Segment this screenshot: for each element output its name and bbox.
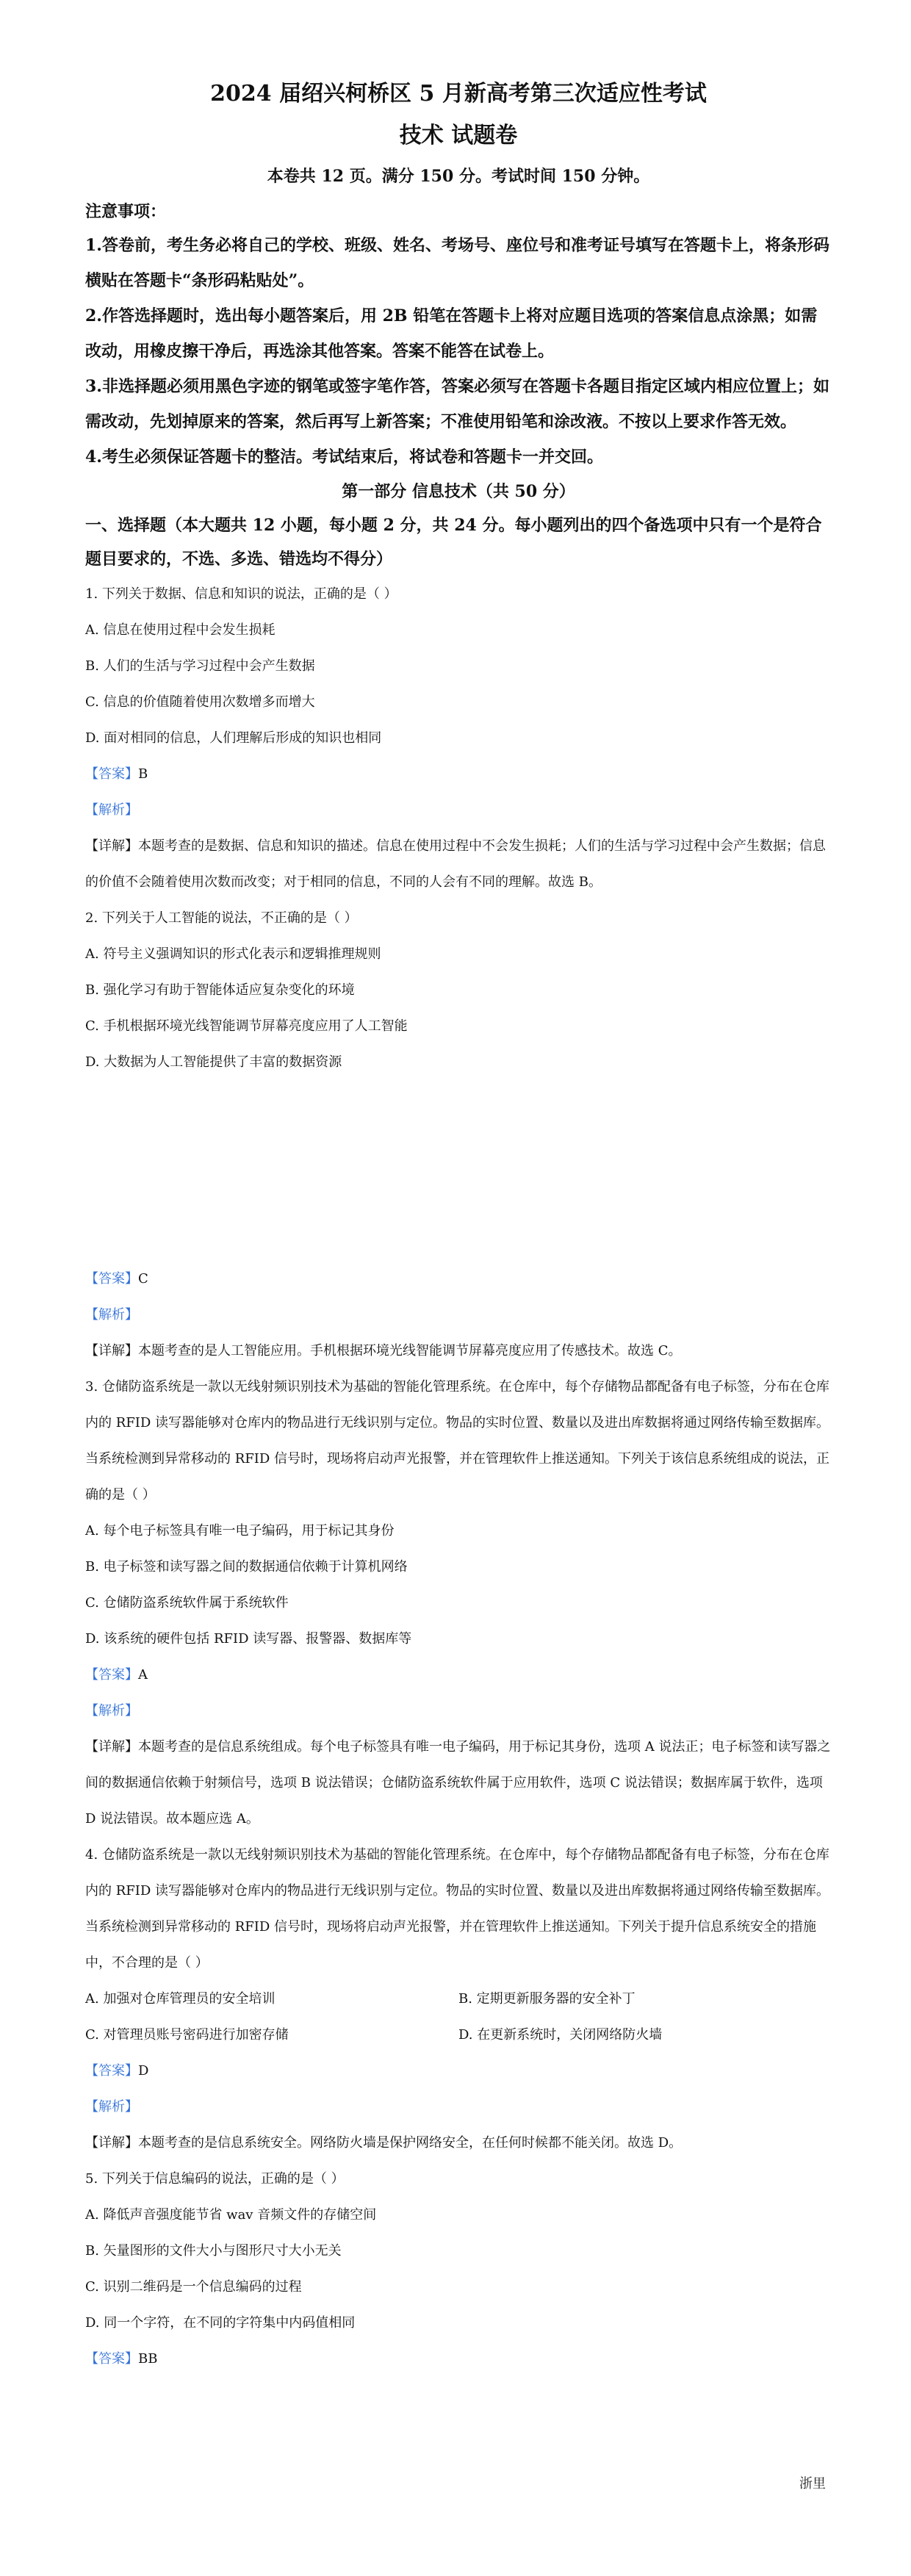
detail-text: 【详解】本题考查的是信息系统安全。网络防火墙是保护网络安全，在任何时候都不能关闭。故选 D。 (85, 2135, 683, 2151)
answer-line (85, 2341, 832, 2377)
answer-tag: 【答案】 (85, 766, 138, 782)
option-d: D. 在更新系统时，关闭网络防火墙 (458, 2027, 663, 2043)
option-c: C. 识别二维码是一个信息编码的过程 (85, 2279, 302, 2295)
exam-meta: 本卷共 12 页。满分 150 分。考试时间 150 分钟。 (267, 167, 650, 186)
answer-value: A (138, 1667, 148, 1683)
question-3 (85, 1369, 832, 1837)
notice-heading: 注意事项： (85, 202, 167, 221)
question-4 (85, 1837, 832, 2161)
notice-item: 4.考生必须保证答题卡的整洁。考试结束后，将试卷和答题卡一并交回。 (85, 447, 603, 467)
analysis-tag: 【解析】 (85, 1703, 138, 1719)
analysis-line (85, 792, 832, 828)
exam-subtitle: 技术 试题卷 (399, 123, 518, 148)
option-a: A. 加强对仓库管理员的安全培训 (85, 1991, 276, 2007)
notice-item: 2.作答选择题时，选出每小题答案后，用 2B 铅笔在答题卡上将对应题目选项的答案信息点涂黑；如需改动，用橡皮擦干净后，再选涂其他答案。答案不能答在试卷上。 (85, 306, 818, 361)
option-c: C. 对管理员账号密码进行加密存储 (85, 2027, 289, 2043)
analysis-line (85, 2089, 832, 2125)
option-d: D. 同一个字符，在不同的字符集中内码值相同 (85, 2315, 356, 2331)
question-stem: 3. 仓储防盗系统是一款以无线射频识别技术为基础的智能化管理系统。在仓库中，每个存储物品都配备有电子标签，分布在仓库内的 RFID 读写器能够对仓库内的物品进行无线识别与定位。物品的实时位置、数量以及进出库数据将通过网络传输至数据库。当系统检测到异常移动的 RFID 信号时，现场将启动声光报警，并在管理软件上推送通知。下列关于该信息系统组成的说法，正确的是（ ） (85, 1379, 830, 1503)
question-stem: 1. 下列关于数据、信息和知识的说法，正确的是（ ） (85, 586, 397, 602)
option-a: A. 符号主义强调知识的形式化表示和逻辑推理规则 (85, 946, 381, 962)
answer-line (85, 1261, 832, 1297)
question-stem: 5. 下列关于信息编码的说法，正确的是（ ） (85, 2171, 345, 2187)
option-a: A. 降低声音强度能节省 wav 音频文件的存储空间 (85, 2207, 377, 2223)
analysis-line (85, 1693, 832, 1729)
question-stem: 2. 下列关于人工智能的说法，不正确的是（ ） (85, 910, 358, 926)
question-stem: 4. 仓储防盗系统是一款以无线射频识别技术为基础的智能化管理系统。在仓库中，每个存储物品都配备有电子标签，分布在仓库内的 RFID 读写器能够对仓库内的物品进行无线识别与定位。物品的实时位置、数量以及进出库数据将通过网络传输至数据库。当系统检测到异常移动的 RFID 信号时，现场将启动声光报警，并在管理软件上推送通知。下列关于提升信息系统安全的措施中，不合理的是（ ） (85, 1847, 830, 1971)
analysis-line (85, 1297, 832, 1333)
detail-text: 【详解】本题考查的是数据、信息和知识的描述。信息在使用过程中不会发生损耗；人们的生活与学习过程中会产生数据；信息的价值不会随着使用次数而改变；对于相同的信息，不同的人会有不同的理解。故选 B。 (85, 838, 826, 890)
option-c: C. 手机根据环境光线智能调节屏幕亮度应用了人工智能 (85, 1018, 408, 1034)
option-c: C. 信息的价值随着使用次数增多而增大 (85, 694, 315, 710)
option-d: D. 大数据为人工智能提供了丰富的数据资源 (85, 1054, 342, 1070)
analysis-tag: 【解析】 (85, 802, 138, 818)
question-2 (85, 900, 832, 1369)
question-5 (85, 2161, 832, 2377)
answer-value: D (138, 2063, 149, 2079)
answer-tag: 【答案】 (85, 2351, 138, 2367)
analysis-tag: 【解析】 (85, 2099, 138, 2115)
answer-line (85, 1657, 832, 1693)
blank-space (85, 1080, 832, 1261)
part-heading: 第一部分 信息技术（共 50 分） (342, 482, 575, 501)
option-a: A. 信息在使用过程中会发生损耗 (85, 622, 276, 638)
option-d: D. 面对相同的信息，人们理解后形成的知识也相同 (85, 730, 382, 746)
footer-mark: 浙里 (799, 2476, 826, 2492)
option-b: B. 矢量图形的文件大小与图形尺寸大小无关 (85, 2243, 342, 2259)
analysis-tag: 【解析】 (85, 1307, 138, 1323)
option-b: B. 强化学习有助于智能体适应复杂变化的环境 (85, 982, 355, 998)
answer-line (85, 756, 832, 792)
detail-text: 【详解】本题考查的是人工智能应用。手机根据环境光线智能调节屏幕亮度应用了传感技术。故选 C。 (85, 1343, 682, 1359)
section-heading: 一、选择题（本大题共 12 小题，每小题 2 分，共 24 分。每小题列出的四个备选项中只有一个是符合题目要求的，不选、多选、错选均不得分） (85, 516, 822, 569)
page-content (85, 73, 832, 2377)
option-b: B. 电子标签和读写器之间的数据通信依赖于计算机网络 (85, 1559, 408, 1575)
option-a: A. 每个电子标签具有唯一电子编码，用于标记其身份 (85, 1523, 395, 1539)
answer-value: C (138, 1271, 148, 1287)
notice-item: 3.非选择题必须用黑色字迹的钢笔或签字笔作答，答案必须写在答题卡各题目指定区域内相应位置上；如需改动，先划掉原来的答案，然后再写上新答案；不准使用铅笔和涂改液。不按以上要求作答无效。 (85, 377, 829, 431)
option-c: C. 仓储防盗系统软件属于系统软件 (85, 1595, 289, 1611)
exam-title: 2024 届绍兴柯桥区 5 月新高考第三次适应性考试 (210, 81, 707, 107)
answer-tag: 【答案】 (85, 2063, 138, 2079)
option-b: B. 定期更新服务器的安全补丁 (458, 1991, 635, 2007)
option-row (85, 1981, 832, 2017)
option-b: B. 人们的生活与学习过程中会产生数据 (85, 658, 315, 674)
option-row (85, 2017, 832, 2053)
answer-tag: 【答案】 (85, 1271, 138, 1287)
question-1 (85, 576, 832, 900)
notice-item: 1.答卷前，考生务必将自己的学校、班级、姓名、考场号、座位号和准考证号填写在答题卡上，将条形码横贴在答题卡“条形码粘贴处”。 (85, 236, 829, 290)
answer-value: BB (138, 2351, 158, 2367)
detail-text: 【详解】本题考查的是信息系统组成。每个电子标签具有唯一电子编码，用于标记其身份，选项 A 说法正；电子标签和读写器之间的数据通信依赖于射频信号，选项 B 说法错误；仓储防盗系统软件属于应用软件，选项 C 说法错误；数据库属于软件，选项 D 说法错误。故本题应选 A。 (85, 1739, 831, 1827)
answer-value: B (138, 766, 148, 782)
option-d: D. 该系统的硬件包括 RFID 读写器、报警器、数据库等 (85, 1631, 412, 1647)
answer-tag: 【答案】 (85, 1667, 138, 1683)
answer-line (85, 2053, 832, 2089)
